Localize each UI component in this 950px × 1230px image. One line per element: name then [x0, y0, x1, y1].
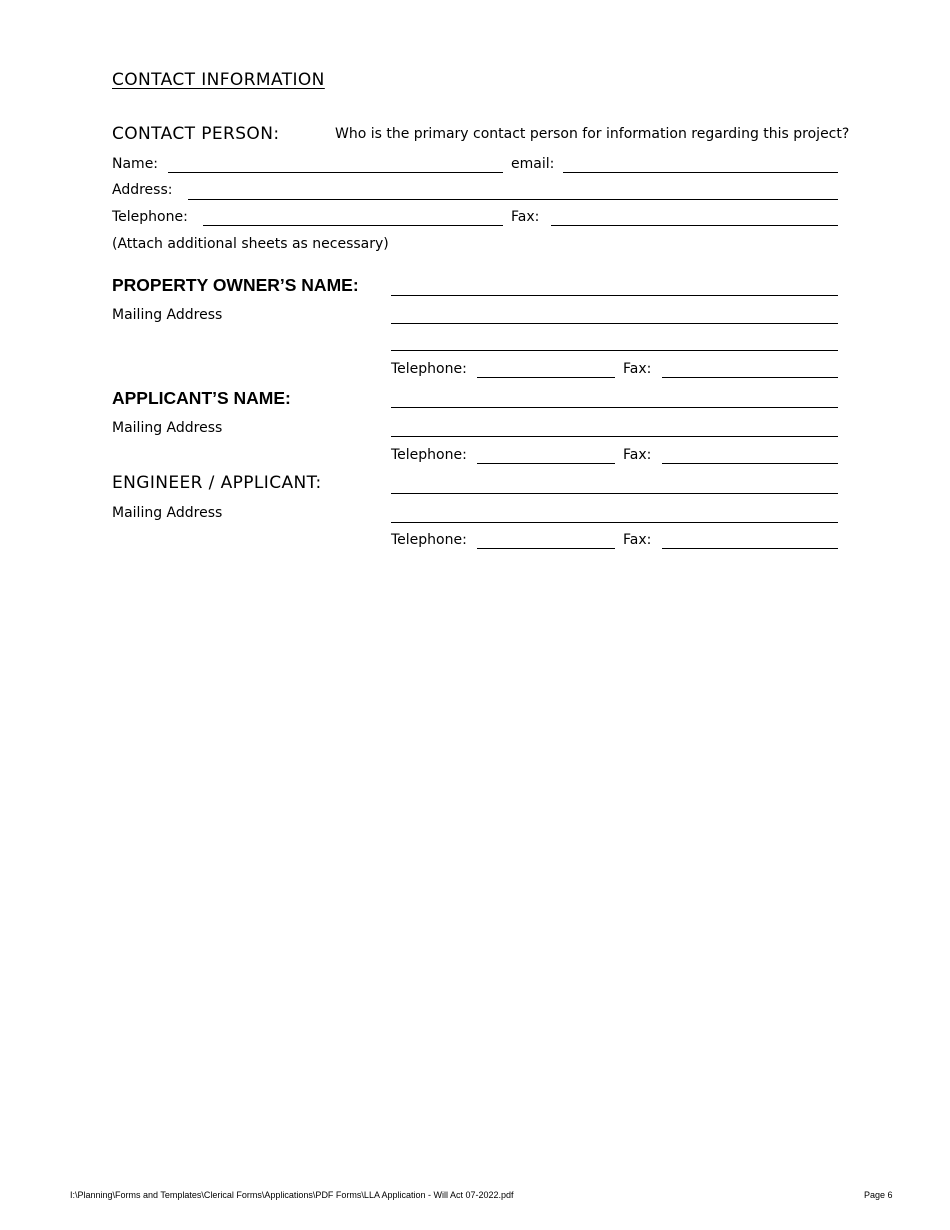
property-owner-mailing-field-2[interactable]: [391, 350, 838, 351]
property-owner-heading: PROPERTY OWNER’S NAME:: [112, 275, 359, 295]
engineer-mailing-label: Mailing Address: [112, 505, 223, 521]
email-field[interactable]: [563, 172, 838, 173]
engineer-name-field[interactable]: [391, 493, 838, 494]
footer-file-path: I:\Planning\Forms and Templates\Clerical Forms\Applications\PDF Forms\LLA Application - Will Act 07-2022.pdf: [70, 1190, 514, 1200]
telephone-field[interactable]: [203, 225, 503, 226]
applicant-mailing-field[interactable]: [391, 436, 838, 437]
applicant-fax-label: Fax:: [623, 447, 652, 463]
address-label: Address:: [112, 182, 173, 198]
property-owner-fax-field[interactable]: [662, 377, 838, 378]
engineer-fax-label: Fax:: [623, 532, 652, 548]
email-label: email:: [511, 156, 555, 172]
property-owner-mailing-field-1[interactable]: [391, 323, 838, 324]
address-field[interactable]: [188, 199, 838, 200]
fax-field[interactable]: [551, 225, 838, 226]
fax-label: Fax:: [511, 209, 540, 225]
property-owner-mailing-label: Mailing Address: [112, 307, 223, 323]
applicant-telephone-field[interactable]: [477, 463, 615, 464]
attach-note: (Attach additional sheets as necessary): [112, 236, 389, 252]
footer-page-number: Page 6: [864, 1190, 893, 1200]
applicant-mailing-label: Mailing Address: [112, 420, 223, 436]
engineer-fax-field[interactable]: [662, 548, 838, 549]
property-owner-telephone-label: Telephone:: [391, 361, 467, 377]
contact-person-heading: CONTACT PERSON:: [112, 124, 280, 144]
section-title: CONTACT INFORMATION: [112, 70, 325, 90]
property-owner-telephone-field[interactable]: [477, 377, 615, 378]
name-field[interactable]: [168, 172, 503, 173]
engineer-telephone-field[interactable]: [477, 548, 615, 549]
applicant-telephone-label: Telephone:: [391, 447, 467, 463]
contact-person-question: Who is the primary contact person for information regarding this project?: [335, 126, 850, 142]
property-owner-fax-label: Fax:: [623, 361, 652, 377]
applicant-fax-field[interactable]: [662, 463, 838, 464]
name-label: Name:: [112, 156, 159, 172]
applicant-name-field[interactable]: [391, 407, 838, 408]
telephone-label: Telephone:: [112, 209, 188, 225]
engineer-heading: ENGINEER / APPLICANT:: [112, 473, 322, 493]
applicant-heading: APPLICANT’S NAME:: [112, 388, 291, 408]
engineer-telephone-label: Telephone:: [391, 532, 467, 548]
engineer-mailing-field[interactable]: [391, 522, 838, 523]
property-owner-name-field[interactable]: [391, 295, 838, 296]
